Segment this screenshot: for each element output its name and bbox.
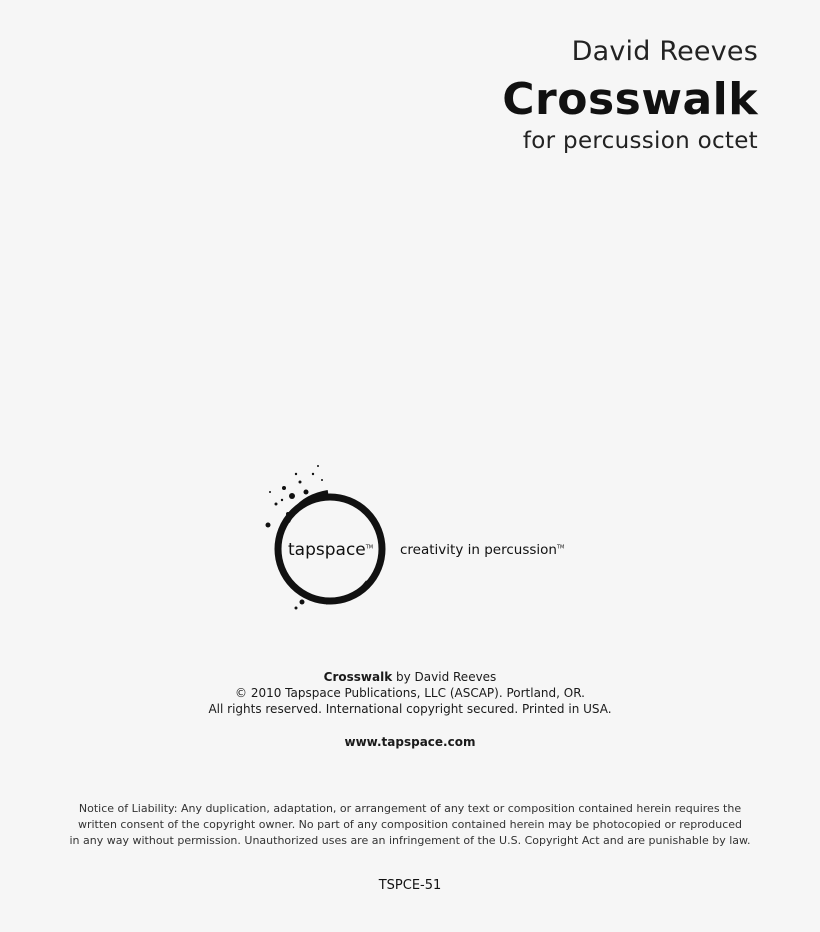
logo-wordmark: tapspace™ <box>288 540 374 560</box>
composer-name: David Reeves <box>571 36 758 67</box>
rights-line: All rights reserved. International copyright secured. Printed in USA. <box>208 702 612 716</box>
credits-title-line <box>0 669 820 685</box>
piece-subtitle: for percussion octet <box>522 128 758 154</box>
copyright-block <box>0 669 820 717</box>
notice-line-2: written consent of the copyright owner. No part of any composition contained herein may be photocopied or reproduced <box>77 818 743 831</box>
notice-line-1: Notice of Liability: Any duplication, adaptation, or arrangement of any text or composition contained herein requires the <box>78 802 742 815</box>
tapspace-logo <box>258 452 578 622</box>
piece-title: Crosswalk <box>502 74 758 125</box>
credits-by-line: by David Reeves <box>392 670 497 684</box>
liability-notice <box>40 801 780 849</box>
title-block <box>502 34 758 156</box>
website-link[interactable]: www.tapspace.com <box>344 735 476 749</box>
copyright-line: © 2010 Tapspace Publications, LLC (ASCAP). Portland, OR. <box>235 686 585 700</box>
logo-tagline: creativity in percussion™ <box>400 542 565 558</box>
notice-line-3: in any way without permission. Unauthorized uses are an infringement of the U.S. Copyright Act and are punishable by law. <box>69 834 751 847</box>
catalog-code: TSPCE-51 <box>378 878 442 893</box>
splatter-ring-icon <box>258 452 398 622</box>
credits-title: Crosswalk <box>323 670 393 684</box>
